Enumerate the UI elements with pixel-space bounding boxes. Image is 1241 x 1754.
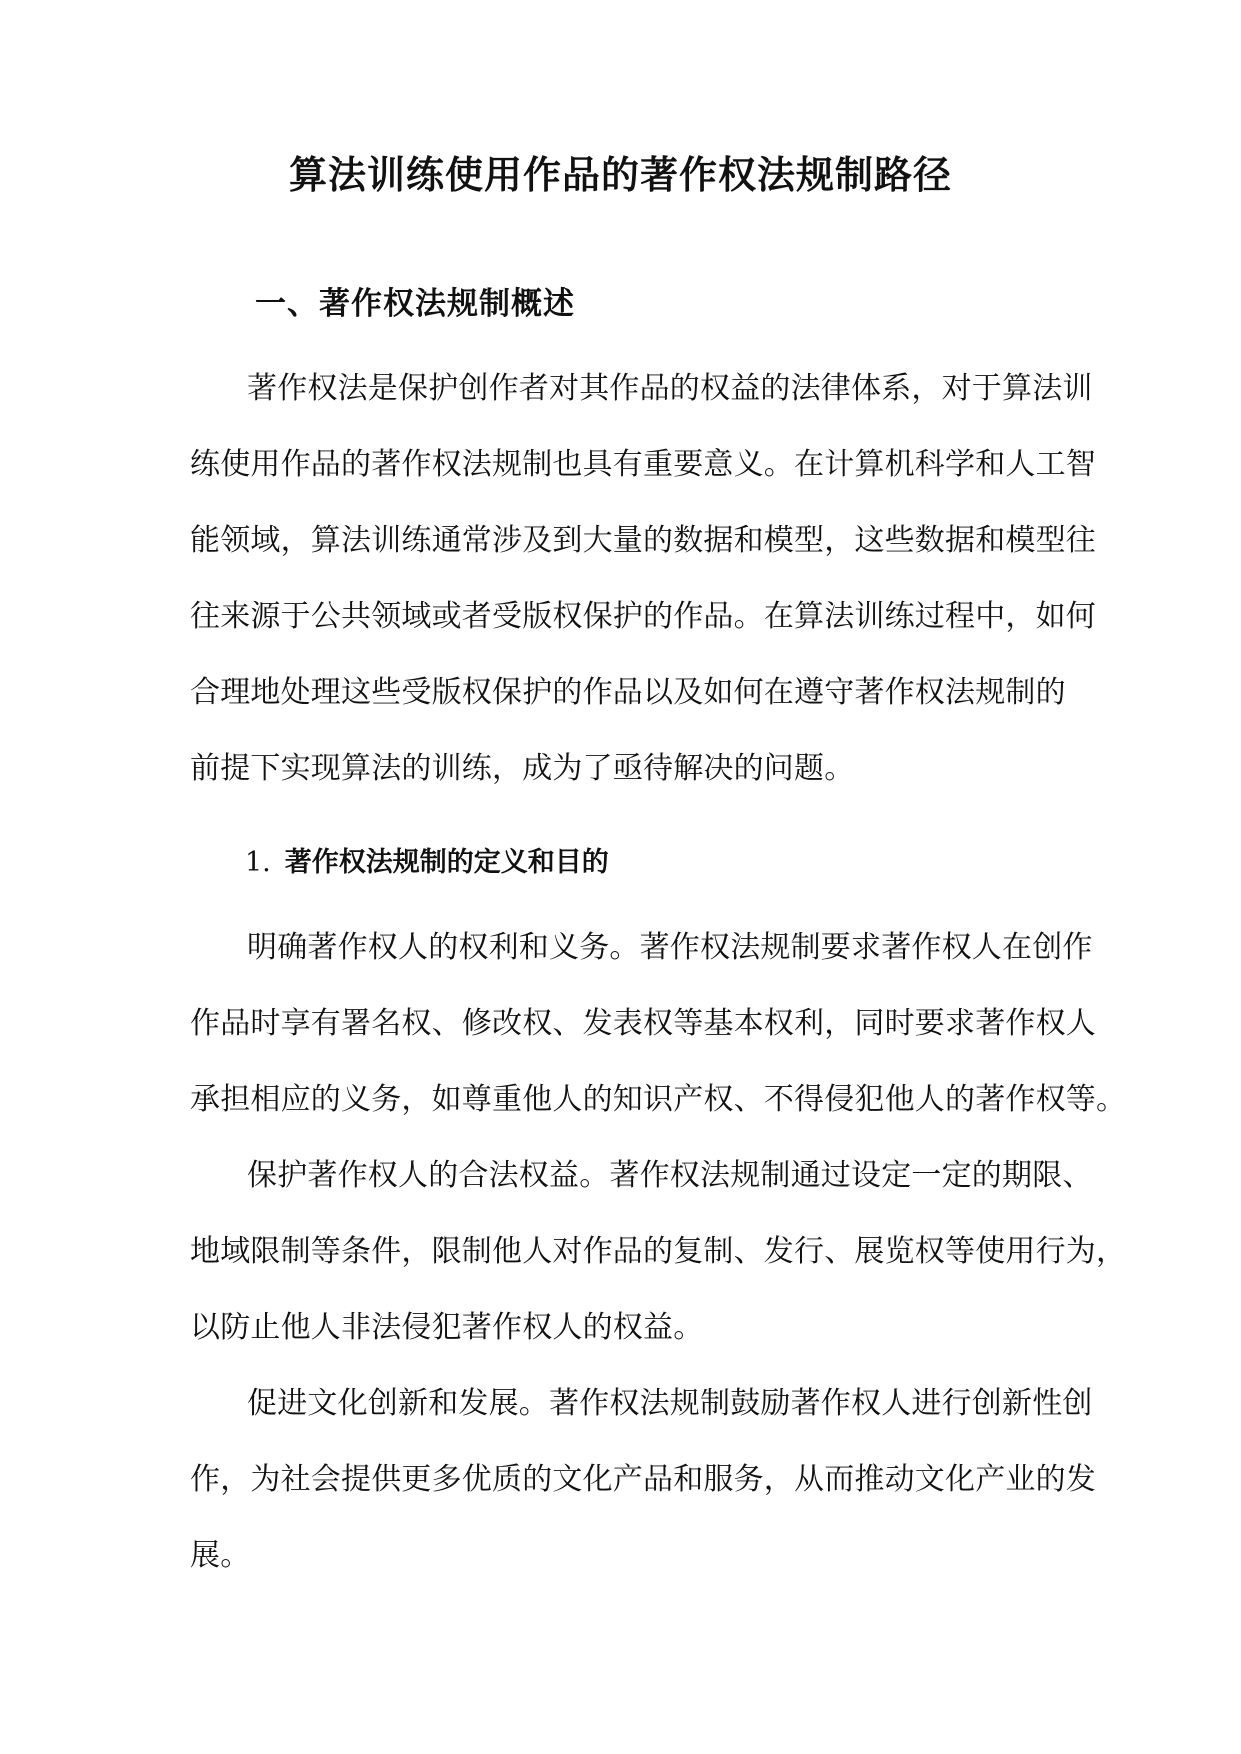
paragraph-line: 促进文化创新和发展。著作权法规制鼓励著作权人进行创新性创 bbox=[247, 1386, 1093, 1421]
subsection-number: 1. bbox=[245, 847, 271, 878]
paragraph-line: 以防止他人非法侵犯著作权人的权益。 bbox=[190, 1310, 704, 1345]
paragraph-line: 展。 bbox=[190, 1538, 251, 1573]
protection-paragraph bbox=[190, 1138, 1127, 1366]
paragraph-line: 往来源于公共领域或者受版权保护的作品。在算法训练过程中，如何 bbox=[190, 599, 1096, 634]
paragraph-line: 地域限制等条件，限制他人对作品的复制、发行、展览权等使用行为， bbox=[190, 1234, 1127, 1269]
section-heading: 一、著作权法规制概述 bbox=[255, 286, 575, 322]
paragraph-line: 作，为社会提供更多优质的文化产品和服务，从而推动文化产业的发 bbox=[190, 1462, 1096, 1497]
subsection-title: 著作权法规制的定义和目的 bbox=[284, 847, 609, 878]
subsection-heading bbox=[245, 843, 609, 883]
paragraph-line: 能领域，算法训练通常涉及到大量的数据和模型，这些数据和模型往 bbox=[190, 523, 1096, 558]
section-intro-paragraph bbox=[190, 351, 1096, 807]
paragraph-line: 练使用作品的著作权法规制也具有重要意义。在计算机科学和人工智 bbox=[190, 447, 1096, 482]
rights-paragraph bbox=[190, 910, 1127, 1138]
paragraph-line: 承担相应的义务，如尊重他人的知识产权、不得侵犯他人的著作权等。 bbox=[190, 1082, 1127, 1117]
paragraph-line: 著作权法是保护创作者对其作品的权益的法律体系，对于算法训 bbox=[247, 371, 1093, 406]
paragraph-line: 保护著作权人的合法权益。著作权法规制通过设定一定的期限、 bbox=[247, 1158, 1093, 1193]
document-title: 算法训练使用作品的著作权法规制路径 bbox=[288, 152, 952, 197]
paragraph-line: 明确著作权人的权利和义务。著作权法规制要求著作权人在创作 bbox=[247, 930, 1093, 965]
paragraph-line: 前提下实现算法的训练，成为了亟待解决的问题。 bbox=[190, 751, 855, 786]
innovation-paragraph bbox=[190, 1366, 1096, 1594]
paragraph-line: 合理地处理这些受版权保护的作品以及如何在遵守著作权法规制的 bbox=[190, 675, 1066, 710]
paragraph-line: 作品时享有署名权、修改权、发表权等基本权利，同时要求著作权人 bbox=[190, 1006, 1096, 1041]
